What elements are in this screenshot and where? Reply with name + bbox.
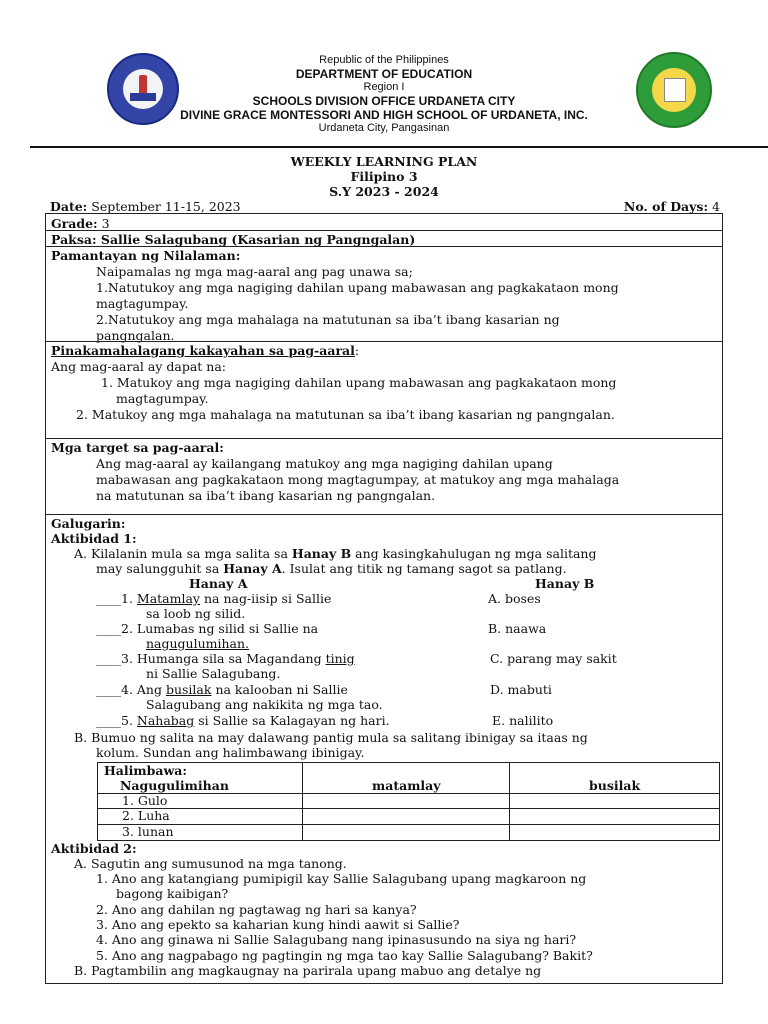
subject-title: Filipino 3 <box>350 169 418 184</box>
question-4: 4. Ano ang ginawa ni Sallie Salagubang nang ipinasusundo na siya ng hari? <box>96 932 577 947</box>
lesson-plan-box <box>45 213 723 984</box>
answer-blank[interactable]: ____ <box>96 682 121 697</box>
kakayahan-section <box>46 341 722 439</box>
matching-item-5 <box>96 713 390 728</box>
header-divider <box>30 146 768 148</box>
answer-blank[interactable]: ____ <box>96 713 121 728</box>
item-number: 4. <box>121 682 137 697</box>
instruction-a2-hanay-a: Hanay A <box>223 561 282 576</box>
example-table <box>97 762 720 841</box>
table-row-3: 3. lunan <box>122 824 174 839</box>
target-line2: mabawasan ang pagkakataon mong magtagumpay, at matukoy ang mga mahalaga <box>96 472 620 487</box>
matching-item-2 <box>96 621 318 636</box>
item-number: 5. <box>121 713 137 728</box>
kakayahan-item2: 2. Matukoy ang mga mahalaga na matutunan sa iba’t ibang kasarian ng pangngalan. <box>76 407 615 422</box>
pamantayan-intro: Naipamalas ng mga mag-aaral ang pag unawa sa; <box>96 264 413 279</box>
grade-label: Grade: <box>51 216 98 231</box>
underlined-word: busilak <box>165 682 212 697</box>
kakayahan-heading <box>51 343 359 358</box>
document-header <box>0 0 768 150</box>
matching-item-2-cont: nagugulumihan. <box>146 636 250 651</box>
table-row-1: 1. Gulo <box>122 793 168 808</box>
item-number: 3. <box>121 651 137 666</box>
pamantayan-item1: 1.Natutukoy ang mga nagiging dahilan upang mabawasan ang pagkakataon mong <box>96 280 619 295</box>
hanay-b-option-4: D. mabuti <box>490 682 552 697</box>
question-1: 1. Ano ang katangiang pumipigil kay Sallie Salagubang upang magkaroon ng <box>96 871 587 886</box>
days-field <box>624 199 720 214</box>
instruction-a2-text: may salungguhit sa <box>96 561 224 576</box>
item-text: Ang <box>136 682 166 697</box>
date-value: September 11-15, 2023 <box>87 199 241 214</box>
aktibidad2-heading: Aktibidad 2: <box>51 841 137 856</box>
date-label: Date: <box>50 199 88 214</box>
item-text: Humanga sila sa Magandang <box>136 651 326 666</box>
item-text-end: na kalooban ni Sallie <box>211 682 348 697</box>
table-header-matamlay: matamlay <box>372 778 441 793</box>
instruction-a-text: A. Kilalanin mula sa mga salita sa <box>74 546 292 561</box>
table-row-2: 2. Luha <box>122 808 170 823</box>
target-line3: na matutunan sa iba’t ibang kasarian ng pangngalan. <box>96 488 436 503</box>
matching-item-4 <box>96 682 348 697</box>
answer-blank[interactable]: ____ <box>96 651 121 666</box>
instruction-a2-text-end: . Isulat ang titik ng tamang sagot sa patlang. <box>281 561 567 576</box>
table-header-nagugulimihan: Nagugulimihan <box>120 778 229 793</box>
question-2: 2. Ano ang dahilan ng pagtawag ng hari sa kanya? <box>96 902 417 917</box>
underlined-word: tinig <box>325 651 355 666</box>
plan-title: WEEKLY LEARNING PLAN <box>290 154 478 169</box>
halimbawa-label: Halimbawa: <box>104 763 187 778</box>
item-text: na nag-iisip si Sallie <box>200 591 332 606</box>
paksa-label: Paksa: Sallie Salagubang (Kasarian ng Pangngalan) <box>51 232 416 247</box>
item-number: 1. <box>121 591 137 606</box>
target-section <box>46 438 722 515</box>
pamantayan-item2-cont: pangngalan. <box>96 328 175 343</box>
item-text: si Sallie sa Kalagayan ng hari. <box>194 713 390 728</box>
kakayahan-heading-text: Pinakamahalagang kakayahan sa pag-aaral <box>51 343 355 358</box>
school-year-title: S.Y 2023 - 2024 <box>329 184 439 199</box>
hanay-b-option-5: E. nalilito <box>492 713 554 728</box>
school-line: DIVINE GRACE MONTESSORI AND HIGH SCHOOL OF URDANETA, INC. <box>180 108 588 122</box>
matching-item-1 <box>96 591 331 606</box>
grade-value: 3 <box>97 216 110 231</box>
hanay-b-option-2: B. naawa <box>488 621 547 636</box>
activity2-b-instruction: B. Pagtambilin ang magkaugnay na parirala upang mabuo ang detalye ng <box>74 963 542 978</box>
kakayahan-colon: : <box>354 343 360 358</box>
galugarin-heading: Galugarin: <box>51 516 126 531</box>
kakayahan-item1: 1. Matukoy ang mga nagiging dahilan upang mabawasan ang pagkakataon mong <box>101 375 617 390</box>
hanay-b-heading: Hanay B <box>535 576 595 591</box>
answer-blank[interactable]: ____ <box>96 621 121 636</box>
days-value: 4 <box>708 199 720 214</box>
republic-line: Republic of the Philippines <box>319 54 449 66</box>
instruction-a-hanay-b: Hanay B <box>291 546 352 561</box>
kakayahan-intro: Ang mag-aaral ay dapat na: <box>51 359 226 374</box>
division-line: SCHOOLS DIVISION OFFICE URDANETA CITY <box>252 94 516 108</box>
paksa-section <box>46 230 722 247</box>
aktibidad1-heading: Aktibidad 1: <box>51 531 137 546</box>
activity-a-instruction-cont <box>96 561 567 576</box>
target-heading: Mga target sa pag-aaral: <box>51 440 224 455</box>
hanay-b-option-3: C. parang may sakit <box>490 651 617 666</box>
matching-item-3-cont: ni Sallie Salagubang. <box>146 666 281 681</box>
department-line: DEPARTMENT OF EDUCATION <box>295 67 473 81</box>
item-number: 2. <box>121 621 137 636</box>
item-text: Lumabas ng silid si Sallie na <box>136 621 319 636</box>
hanay-b-option-1: A. boses <box>488 591 541 606</box>
matching-item-4-cont: Salagubang ang nakikita ng mga tao. <box>146 697 383 712</box>
activity2-a-instruction: A. Sagutin ang sumusunod na mga tanong. <box>74 856 347 871</box>
activity-b-instruction: B. Bumuo ng salita na may dalawang pantig mula sa salitang ibinigay sa itaas ng <box>74 730 588 745</box>
matching-item-3 <box>96 651 355 666</box>
kakayahan-item1-cont: magtagumpay. <box>116 391 209 406</box>
matching-item-1-cont: sa loob ng silid. <box>146 606 246 621</box>
location-line: Urdaneta City, Pangasinan <box>318 122 450 134</box>
question-5: 5. Ano ang nagpabago ng pagtingin ng mga tao kay Sallie Salagubang? Bakit? <box>96 948 593 963</box>
answer-blank[interactable]: ____ <box>96 591 121 606</box>
underlined-word: Nahabag <box>136 713 195 728</box>
table-header-busilak: busilak <box>589 778 641 793</box>
grade-row <box>51 216 110 231</box>
date-row <box>50 199 720 214</box>
pamantayan-item2: 2.Natutukoy ang mga mahalaga na matutunan sa iba’t ibang kasarian ng <box>96 312 560 327</box>
region-line: Region I <box>363 81 405 93</box>
days-label: No. of Days: <box>623 199 709 214</box>
question-1-cont: bagong kaibigan? <box>116 886 229 901</box>
instruction-a-text-end: ang kasingkahulugan ng mga salitang <box>351 546 597 561</box>
activity-b-instruction-cont: kolum. Sundan ang halimbawang ibinigay. <box>96 745 365 760</box>
underlined-word: Matamlay <box>136 591 200 606</box>
target-line1: Ang mag-aaral ay kailangang matukoy ang mga nagiging dahilan upang <box>96 456 553 471</box>
pamantayan-heading: Pamantayan ng Nilalaman: <box>51 248 241 263</box>
hanay-a-heading: Hanay A <box>189 576 248 591</box>
pamantayan-section <box>46 246 722 342</box>
question-3: 3. Ano ang epekto sa kaharian kung hindi aawit si Sallie? <box>96 917 460 932</box>
activity-a-instruction <box>74 546 596 561</box>
pamantayan-item1-cont: magtagumpay. <box>96 296 189 311</box>
